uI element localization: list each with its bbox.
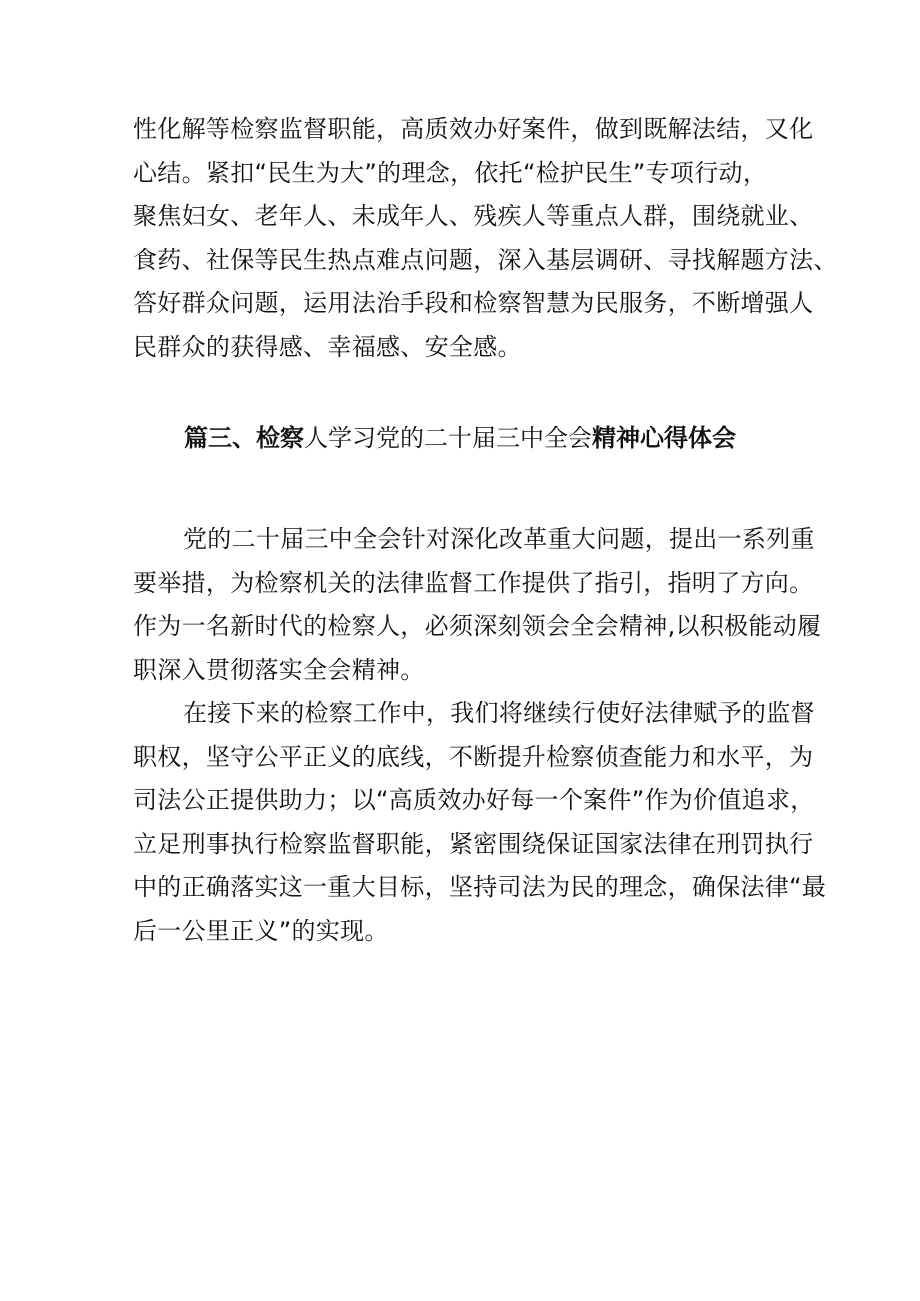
paragraph-line: 后一公里正义”的实现。 — [133, 916, 389, 945]
paragraph-line: 职权，坚守公平正义的底线，不断提升检察侦查能力和水平，为 — [133, 742, 814, 771]
body-paragraph-1 — [133, 518, 822, 692]
paragraph-line: 性化解等检察监督职能，高质效办好案件，做到既解法结，又化 — [133, 115, 814, 143]
section-heading-regular: 人学习党的二十届三中全会 — [304, 424, 592, 452]
paragraph-line: 食药、社保等民生热点难点问题，深入基层调研、寻找解题方法、 — [133, 245, 838, 274]
paragraph-line: 民群众的获得感、幸福感、安全感。 — [133, 332, 522, 361]
section-heading — [0, 416, 920, 460]
intro-paragraph — [133, 108, 838, 369]
body-paragraph-2 — [133, 692, 827, 953]
paragraph-line: 立足刑事执行检察监督职能，紧密围绕保证国家法律在刑罚执行 — [133, 829, 814, 858]
paragraph-line: 中的正确落实这一重大目标，坚持司法为民的理念，确保法律“最 — [133, 873, 827, 901]
paragraph-line: 答好群众问题，运用法治手段和检察智慧为民服务，不断增强人 — [133, 289, 814, 317]
paragraph-line: 心结。紧扣“民生为大”的理念，依托“检护民生”专项行动， — [133, 158, 768, 187]
paragraph-line: 聚焦妇女、老年人、未成年人、残疾人等重点人群，围绕就业、 — [133, 202, 814, 230]
paragraph-line: 司法公正提供助力；以“高质效办好每一个案件”作为价值追求， — [133, 786, 815, 814]
paragraph-line: 党的二十届三中全会针对深化改革重大问题，提出一系列重 — [183, 525, 815, 553]
paragraph-line: 要举措，为检察机关的法律监督工作提供了指引，指明了方向。 — [133, 568, 814, 597]
section-heading-bold-start: 篇三、检察 — [184, 424, 304, 452]
paragraph-line: 职深入贯彻落实全会精神。 — [133, 655, 425, 684]
section-heading-bold-end: 精神心得体会 — [592, 424, 736, 452]
paragraph-line: 在接下来的检察工作中，我们将继续行使好法律赋予的监督 — [183, 699, 815, 727]
paragraph-line: 作为一名新时代的检察人，必须深刻领会全会精神,以积极能动履 — [133, 612, 822, 640]
